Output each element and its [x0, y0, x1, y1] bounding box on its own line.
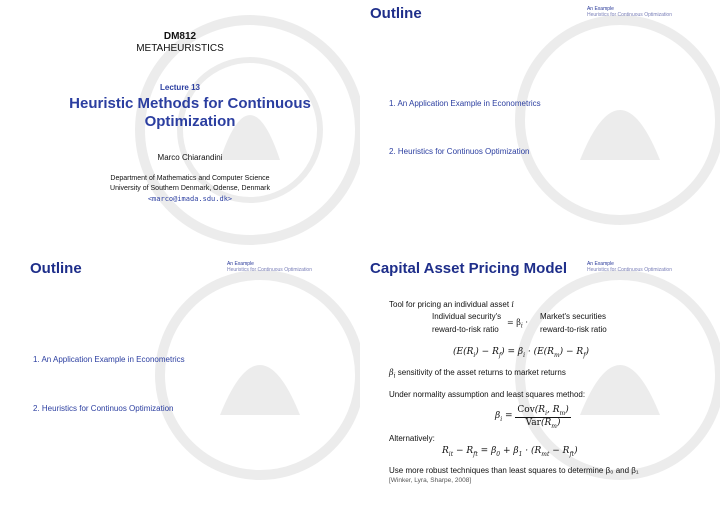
author: Marco Chiarandini — [157, 153, 223, 162]
right-label-1: Market's securities — [540, 312, 606, 321]
outline-slide-1 — [360, 0, 720, 255]
department: Department of Mathematics and Computer Science — [110, 175, 270, 182]
intro-text: Tool for pricing an individual asset i — [389, 300, 514, 309]
university-seal-watermark — [510, 10, 720, 240]
nav-section-example[interactable]: An Example — [226, 261, 254, 267]
outline-slide-2 — [0, 255, 360, 510]
nav-section-heuristics[interactable]: Heuristics for Continuous Optimization — [586, 267, 672, 273]
alternatively-text: Alternatively: — [389, 434, 435, 443]
capm-slide — [360, 255, 720, 510]
course-code: DM812 — [163, 31, 197, 42]
normality-text: Under normality assumption and least squares method: — [389, 390, 586, 399]
lecture-number: Lecture 13 — [159, 83, 201, 92]
robust-text: Use more robust techniques than least squares to determine β₀ and β₁ — [389, 466, 639, 475]
citation: [Winker, Lyra, Sharpe, 2008] — [389, 477, 472, 484]
outline-item-1[interactable]: 1. An Application Example in Econometrics — [389, 99, 541, 108]
nav-section-heuristics[interactable]: Heuristics for Continuous Optimization — [586, 12, 672, 18]
university: University of Southern Denmark, Odense, Denmark — [110, 185, 270, 192]
beta-formula: $\beta_i$ = $Cov(R_i$, $R_m$) $Var(R_m)$ — [495, 405, 569, 430]
slide-title: Capital Asset Pricing Model — [370, 260, 567, 277]
university-seal-watermark — [510, 265, 720, 495]
capm-equation: $(E(R_i) - R_f) = \beta_i \cdot (E(R_m) - R_f)$ — [453, 347, 589, 359]
university-seal-watermark — [150, 265, 360, 495]
nav-section-heuristics[interactable]: Heuristics for Continuous Optimization — [226, 267, 312, 273]
outline-item-2[interactable]: 2. Heuristics for Continuos Optimization — [33, 404, 174, 413]
left-label-2: reward-to-risk ratio — [432, 325, 499, 334]
regression-equation: $R_{it} - R_{ft} = \beta_0 + \beta_1 \cdot (R_{mt} - R_{ft})$ — [442, 446, 578, 458]
outline-item-2[interactable]: 2. Heuristics for Continuos Optimization — [389, 147, 530, 156]
slide-title: Outline — [30, 260, 82, 277]
title-slide — [0, 0, 360, 255]
lecture-title-line2: Optimization — [144, 113, 236, 130]
beta-description: $\beta_i$ sensitivity of the asset returns to market returns — [389, 368, 566, 380]
nav-section-example[interactable]: An Example — [586, 6, 614, 12]
outline-item-1[interactable]: 1. An Application Example in Econometrics — [33, 355, 185, 364]
course-name: METAHEURISTICS — [136, 43, 224, 54]
slide-title: Outline — [370, 5, 422, 22]
nav-section-example[interactable]: An Example — [586, 261, 614, 267]
lecture-title-line1: Heuristic Methods for Continuous — [69, 95, 311, 112]
email-link[interactable]: <marco@imada.sdu.dk> — [147, 195, 233, 203]
left-label-1: Individual security's — [432, 312, 502, 321]
eq-mid: = $\beta_i$ · — [507, 318, 528, 330]
right-label-2: reward-to-risk ratio — [540, 325, 607, 334]
